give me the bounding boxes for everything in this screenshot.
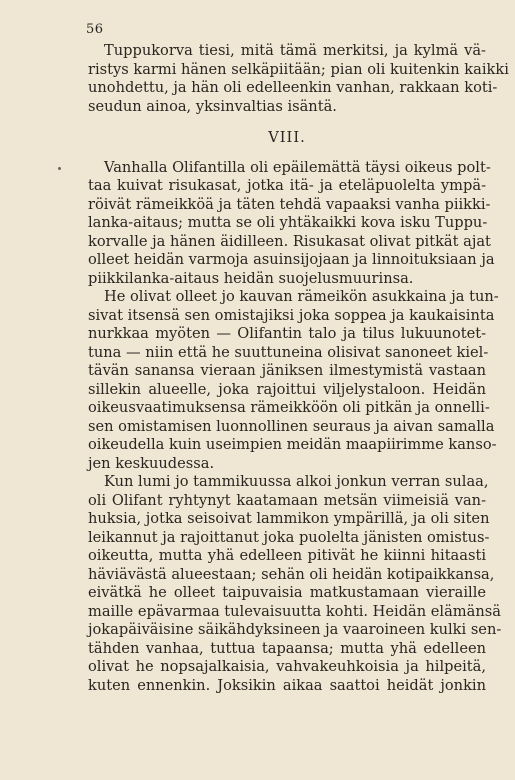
text-line: ristys karmi hänen selkäpiitään; pian oli kuitenkin kaikki [88, 60, 509, 78]
paragraph [88, 473, 502, 695]
text-line: häviävästä alueestaan; sehän oli heidän kotipaikkansa, [88, 565, 495, 583]
text-line: Vanhalla Olifantilla oli epäilemättä täysi oikeus polt- [104, 158, 491, 176]
text-line: olivat he nopsajalkaisia, vahvakeuhkoisia ja hilpeitä, [88, 658, 486, 675]
text-line: oikeudella kuin useimpien meidän maapiirimme kanso- [88, 436, 497, 453]
text-after-chapter [88, 158, 502, 696]
page-number: 56 [86, 22, 104, 37]
text-before-chapter [88, 42, 509, 116]
text-line: oikeutta, mutta yhä edelleen pitivät he kiinni hitaasti [88, 547, 486, 564]
text-line: seudun ainoa, yksinvaltias isäntä. [88, 97, 337, 115]
paragraph [88, 288, 499, 473]
text-line: leikannut ja rajoittanut joka puolelta jänisten omistus- [88, 528, 490, 546]
text-line: lanka-aitaus; mutta se oli yhtäkaikki kova isku Tuppu- [88, 214, 488, 231]
text-line: Tuppukorva tiesi, mitä tämä merkitsi, ja kylmä vä- [104, 42, 486, 59]
text-line: jen keskuudessa. [88, 454, 215, 472]
text-line: tuna — niin että he suuttuneina olisivat sanoneet kiel- [88, 343, 489, 361]
text-line: taa kuivat risukasat, jotka itä- ja eteläpuolelta ympä- [88, 177, 486, 194]
text-line: nurkkaa myöten — Olifantin talo ja tilus lukuunotet- [88, 325, 486, 342]
text-line: eivätkä he olleet taipuvaisia matkustamaan vieraille [88, 584, 486, 601]
text-line: korvalle ja hänen äidilleen. Risukasat olivat pitkät ajat [88, 232, 491, 250]
text-line: olleet heidän varmoja asuinsijojaan ja linnoituksiaan ja [88, 251, 495, 268]
text-line: piikkilanka-aitaus heidän suojelusmuurinsa. [88, 269, 414, 287]
text-line: He olivat olleet jo kauvan rämeikön asukkaina ja tun- [104, 288, 499, 305]
page-body [88, 42, 509, 695]
text-line: oikeusvaatimuksensa rämeikköön oli pitkän ja onnelli- [88, 399, 490, 416]
text-line: oli Olifant ryhtynyt kaatamaan metsän viimeisiä van- [88, 491, 486, 509]
text-line: jokapäiväisine säikähdyksineen ja vaaroineen kulki sen- [88, 621, 502, 638]
ink-speck [58, 167, 61, 170]
text-line: sen omistamisen luonnollinen seuraus ja aivan samalla [88, 417, 495, 435]
text-line: maille epävarmaa tulevaisuutta kohti. Heidän elämänsä [88, 602, 501, 620]
paragraph [88, 158, 495, 289]
text-line: kuten ennenkin. Joksikin aikaa saattoi heidät jonkin [88, 676, 486, 694]
text-line: röivät rämeikköä ja täten tehdä vapaaksi vanha piikki- [88, 195, 491, 213]
text-line: sivat itsensä sen omistajiksi joka soppea ja kaukaisinta [88, 306, 495, 324]
text-line: Kun lumi jo tammikuussa alkoi jonkun verran sulaa, [104, 473, 489, 490]
chapter-heading: VIII. [268, 129, 306, 146]
text-line: tävän sanansa vieraan jäniksen ilmestymistä vastaan [88, 362, 486, 379]
text-line: tähden vanhaa, tuttua tapaansa; mutta yhä edelleen [88, 639, 486, 657]
text-line: unohdettu, ja hän oli edelleenkin vanhan, rakkaan koti- [88, 79, 498, 96]
text-line: huksia, jotka seisoivat lammikon ympärillä, ja oli siten [88, 510, 490, 527]
text-line: sillekin alueelle, joka rajoittui viljelystaloon. Heidän [88, 380, 486, 398]
paragraph [88, 42, 509, 116]
